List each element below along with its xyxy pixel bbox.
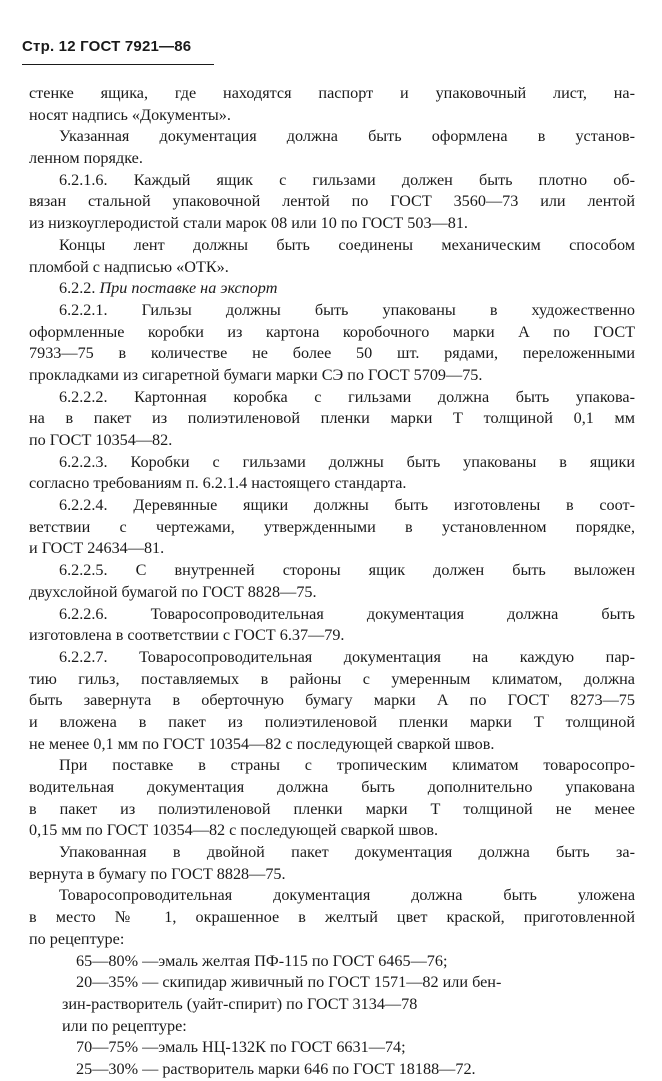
text-line: по ГОСТ 10354—82. <box>29 431 173 449</box>
text-line: согласно требованиям п. 6.2.1.4 настоящего стандарта. <box>29 474 407 493</box>
text-line: Указанная документация должна быть оформлена в установ- <box>59 127 635 146</box>
page-header: Стр. 12 ГОСТ 7921—86 <box>22 38 192 55</box>
text-line: 6.2.2. При поставке на экспорт <box>59 279 278 298</box>
document-body <box>29 83 635 1081</box>
header-rule <box>22 64 214 65</box>
text-line: 7933—75 в количестве не более 50 шт. рядами, переложенными <box>29 344 635 363</box>
text-line: водительная документация должна быть дополнительно упакована <box>29 778 635 796</box>
text-line: оформленные коробки из картона коробочного марки А по ГОСТ <box>29 322 635 341</box>
text-line: двухслойной бумагой по ГОСТ 8828—75. <box>29 582 317 601</box>
recipe-line: 70—75% —эмаль НЦ-132К по ГОСТ 6631—74; <box>76 1038 406 1057</box>
text-line: Упакованная в двойной пакет документация должна быть за- <box>59 843 635 862</box>
text-line: При поставке в страны с тропическим климатом товаросопро- <box>59 756 635 775</box>
recipe-line: или по рецептуре: <box>62 1016 187 1035</box>
text-line: быть завернута в оберточную бумагу марки А по ГОСТ 8273—75 <box>29 691 635 710</box>
text-line: пломбой с надписью «ОТК». <box>29 257 229 276</box>
text-line: из низкоуглеродистой стали марок 08 или 10 по ГОСТ 503—81. <box>29 214 468 233</box>
text-line: тию гильз, поставляемых в районы с умеренным климатом, должна <box>29 669 635 688</box>
text-line: по рецептуре: <box>29 929 125 948</box>
text-line: 0,15 мм по ГОСТ 10354—82 с последующей сваркой швов. <box>29 821 439 840</box>
text-line: 6.2.2.2. Картонная коробка с гильзами должна быть упакова- <box>59 387 635 406</box>
text-line: вернута в бумагу по ГОСТ 8828—75. <box>29 864 286 883</box>
text-line: ветствии с чертежами, утвержденными в установленном порядке, <box>29 517 635 536</box>
text-line: 6.2.2.6. Товаросопроводительная документация должна быть <box>59 604 635 623</box>
text-line: 6.2.2.1. Гильзы должны быть упакованы в художественно <box>59 300 635 319</box>
text-line: Концы лент должны быть соединены механическим способом <box>59 235 635 254</box>
text-line: на в пакет из полиэтиленовой пленки марки Т толщиной 0,1 мм <box>29 409 635 428</box>
recipe-line: 20—35% — скипидар живичный по ГОСТ 1571—82 или бен- <box>76 973 502 992</box>
text-line: носят надпись «Документы». <box>29 105 231 124</box>
text-line: изготовлена в соответствии с ГОСТ 6.37—79. <box>29 626 345 645</box>
text-line: не менее 0,1 мм по ГОСТ 10354—82 с последующей сваркой швов. <box>29 734 495 753</box>
text-line: и вложена в пакет из полиэтиленовой пленки марки Т толщиной <box>29 712 635 731</box>
text-line: в пакет из полиэтиленовой пленки марки Т толщиной не менее <box>29 799 635 818</box>
text-line: 6.2.2.4. Деревянные ящики должны быть изготовлены в соот- <box>59 496 635 515</box>
text-line: вязан стальной упаковочной лентой по ГОСТ 3560—73 или лентой <box>29 192 635 211</box>
text-line: 6.2.2.5. С внутренней стороны ящик должен быть выложен <box>59 561 635 580</box>
text-line: 6.2.2.3. Коробки с гильзами должны быть упакованы в ящики <box>59 452 635 471</box>
text-line: Товаросопроводительная документация должна быть уложена <box>59 886 635 905</box>
text-line: и ГОСТ 24634—81. <box>29 539 165 558</box>
text-line: прокладками из сигаретной бумаги марки СЭ по ГОСТ 5709—75. <box>29 365 483 384</box>
text-line: ленном порядке. <box>29 149 143 168</box>
text-line: в место № 1, окрашенное в желтый цвет краской, приготовленной <box>29 908 635 927</box>
text-line: 6.2.1.6. Каждый ящик с гильзами должен быть плотно об- <box>59 170 635 189</box>
recipe-line: 25—30% — растворитель марки 646 по ГОСТ 18188—72. <box>76 1059 476 1078</box>
recipe-line: 65—80% —эмаль желтая ПФ-115 по ГОСТ 6465—76; <box>76 951 448 970</box>
text-line: стенке ящика, где находятся паспорт и упаковочный лист, на- <box>29 84 635 102</box>
recipe-line: зин-растворитель (уайт-спирит) по ГОСТ 3134—78 <box>62 994 418 1013</box>
text-line: 6.2.2.7. Товаросопроводительная документация на каждую пар- <box>59 647 635 666</box>
